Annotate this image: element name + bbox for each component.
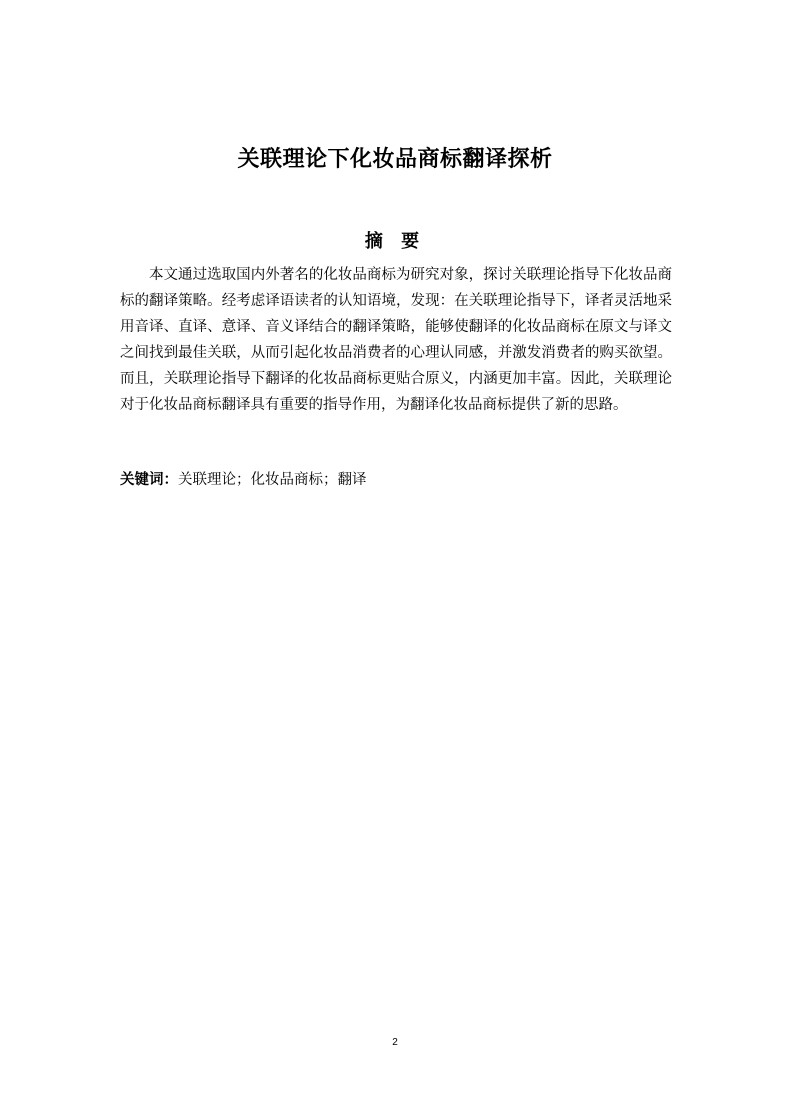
abstract-heading: 摘 要: [364, 231, 426, 252]
keywords-label: 关键词：: [120, 472, 178, 488]
page-title: 关联理论下化妆品商标翻译探析: [237, 147, 553, 172]
keywords-line: [120, 467, 672, 493]
keywords-value: 关联理论；化妆品商标；翻译: [178, 472, 367, 488]
page-number: 2: [392, 1037, 398, 1048]
abstract-body: 本文通过选取国内外著名的化妆品商标为研究对象，探讨关联理论指导下化妆品商标的翻译策略。经考虑译语读者的认知语境，发现：在关联理论指导下，译者灵活地采用音译、直译、意译、音义译结合的翻译策略，能够使翻译的化妆品商标在原文与译文之间找到最佳关联，从而引起化妆品消费者的心理认同感，并激发消费者的购买欲望。而且，关联理论指导下翻译的化妆品商标更贴合原义，内涵更加丰富。因此，关联理论对于化妆品商标翻译具有重要的指导作用，为翻译化妆品商标提供了新的思路。: [120, 267, 672, 413]
